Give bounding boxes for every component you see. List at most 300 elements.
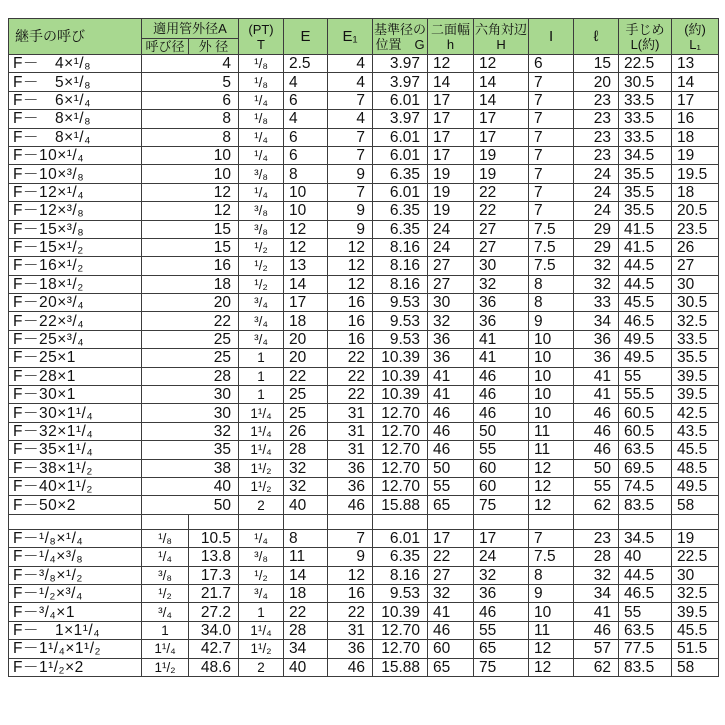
table-row — [9, 584, 719, 602]
cell-fitting-name: F－18×¹/₂ — [9, 275, 142, 293]
table-row — [9, 441, 719, 459]
cell-i: 10 — [529, 330, 574, 348]
cell-l-script: 34 — [574, 312, 619, 330]
cell-pipe-od: 10 — [142, 165, 239, 183]
cell-fitting-name: F－15×³/₈ — [9, 220, 142, 238]
cell-l1: 43.5 — [672, 422, 719, 440]
cell-l1: 23.5 — [672, 220, 719, 238]
cell-e: 17 — [284, 294, 328, 312]
empty-cell — [619, 514, 672, 529]
cell-e1: 31 — [328, 422, 373, 440]
cell-l: 55 — [619, 367, 672, 385]
cell-e: 14 — [284, 566, 328, 584]
cell-fitting-name: F－10×¹/₄ — [9, 146, 142, 164]
cell-fitting-name: F－30×1¹/₄ — [9, 404, 142, 422]
cell-g: 6.35 — [373, 202, 428, 220]
cell-g: 9.53 — [373, 294, 428, 312]
cell-fitting-name: F－³/₈×¹/₂ — [9, 566, 142, 584]
cell-pipe-nominal: 1¹/₂ — [142, 658, 189, 676]
cell-e: 40 — [284, 496, 328, 514]
cell-e1: 4 — [328, 110, 373, 128]
cell-l: 34.5 — [619, 146, 672, 164]
cell-h-big: 30 — [474, 257, 529, 275]
cell-h-small: 24 — [428, 220, 474, 238]
cell-pt: ¹/₂ — [239, 275, 284, 293]
cell-pipe-nominal: ³/₄ — [142, 603, 189, 621]
cell-e1: 12 — [328, 238, 373, 256]
cell-h-big: 46 — [474, 367, 529, 385]
cell-g: 15.88 — [373, 496, 428, 514]
cell-e: 6 — [284, 128, 328, 146]
cell-pt: ¹/₈ — [239, 110, 284, 128]
cell-l1: 17 — [672, 91, 719, 109]
cell-g: 8.16 — [373, 257, 428, 275]
cell-e1: 4 — [328, 73, 373, 91]
cell-l1: 45.5 — [672, 441, 719, 459]
cell-l1: 20.5 — [672, 202, 719, 220]
cell-g: 12.70 — [373, 640, 428, 658]
cell-l-script: 46 — [574, 621, 619, 639]
cell-e: 32 — [284, 459, 328, 477]
cell-fitting-name: F－10×³/₈ — [9, 165, 142, 183]
cell-pipe-od: 6 — [142, 91, 239, 109]
cell-pipe-od: 30 — [142, 404, 239, 422]
header-fitting-name: 継手の呼び — [9, 19, 142, 55]
cell-i: 11 — [529, 621, 574, 639]
cell-h-big: 36 — [474, 312, 529, 330]
cell-e: 32 — [284, 477, 328, 495]
cell-h-big: 46 — [474, 404, 529, 422]
cell-h-small: 60 — [428, 640, 474, 658]
table-row — [9, 422, 719, 440]
cell-h-small: 19 — [428, 165, 474, 183]
cell-l-script: 23 — [574, 110, 619, 128]
cell-e1: 16 — [328, 294, 373, 312]
cell-pt: ³/₄ — [239, 294, 284, 312]
cell-e1: 12 — [328, 566, 373, 584]
cell-e: 18 — [284, 584, 328, 602]
cell-i: 10 — [529, 386, 574, 404]
cell-e1: 9 — [328, 220, 373, 238]
cell-pipe-od: 5 — [142, 73, 239, 91]
cell-i: 7 — [529, 529, 574, 547]
cell-h-small: 65 — [428, 658, 474, 676]
cell-fitting-name: F－ 4×¹/₈ — [9, 55, 142, 73]
cell-pt: ¹/₂ — [239, 238, 284, 256]
cell-l: 49.5 — [619, 349, 672, 367]
cell-pt: ³/₄ — [239, 330, 284, 348]
table-row — [9, 386, 719, 404]
cell-e1: 36 — [328, 477, 373, 495]
cell-i: 12 — [529, 477, 574, 495]
cell-e: 34 — [284, 640, 328, 658]
cell-g: 12.70 — [373, 459, 428, 477]
cell-l1: 42.5 — [672, 404, 719, 422]
cell-fitting-name: F－38×1¹/₂ — [9, 459, 142, 477]
cell-fitting-name: F－22×³/₄ — [9, 312, 142, 330]
cell-l: 22.5 — [619, 55, 672, 73]
cell-g: 6.01 — [373, 128, 428, 146]
cell-h-small: 50 — [428, 459, 474, 477]
cell-g: 12.70 — [373, 621, 428, 639]
cell-l1: 48.5 — [672, 459, 719, 477]
cell-i: 10 — [529, 367, 574, 385]
cell-l: 55 — [619, 603, 672, 621]
cell-l: 60.5 — [619, 404, 672, 422]
cell-fitting-name: F－ 8×¹/₈ — [9, 110, 142, 128]
cell-e: 4 — [284, 110, 328, 128]
cell-fitting-name: F－16×¹/₂ — [9, 257, 142, 275]
cell-pipe-nominal: 1¹/₄ — [142, 640, 189, 658]
cell-l-script: 46 — [574, 441, 619, 459]
cell-pt: 1¹/₂ — [239, 459, 284, 477]
cell-l1: 30.5 — [672, 294, 719, 312]
cell-h-small: 27 — [428, 566, 474, 584]
cell-e1: 16 — [328, 584, 373, 602]
cell-g: 10.39 — [373, 367, 428, 385]
cell-pt: ¹/₂ — [239, 566, 284, 584]
cell-h-big: 17 — [474, 128, 529, 146]
cell-i: 6 — [529, 55, 574, 73]
cell-pipe-od: 28 — [142, 367, 239, 385]
cell-l-script: 36 — [574, 349, 619, 367]
cell-l-script: 29 — [574, 238, 619, 256]
cell-l: 46.5 — [619, 312, 672, 330]
cell-fitting-name: F－ 8×¹/₄ — [9, 128, 142, 146]
table-row — [9, 603, 719, 621]
fitting-dimension-table — [8, 18, 719, 677]
table-row — [9, 367, 719, 385]
cell-h-small: 17 — [428, 91, 474, 109]
cell-e: 8 — [284, 529, 328, 547]
table-row — [9, 55, 719, 73]
table-row — [9, 128, 719, 146]
header-h-small: 二面幅 h — [428, 19, 474, 55]
cell-pt: 1 — [239, 386, 284, 404]
table-body — [9, 55, 719, 677]
cell-fitting-name: F－25×1 — [9, 349, 142, 367]
cell-h-small: 46 — [428, 404, 474, 422]
cell-pipe-od: 30 — [142, 386, 239, 404]
cell-pt: ¹/₄ — [239, 183, 284, 201]
cell-e1: 46 — [328, 496, 373, 514]
cell-pt: 1¹/₄ — [239, 422, 284, 440]
cell-l-script: 46 — [574, 404, 619, 422]
cell-l-script: 41 — [574, 603, 619, 621]
cell-g: 6.01 — [373, 146, 428, 164]
cell-l1: 18 — [672, 128, 719, 146]
table-row — [9, 330, 719, 348]
cell-l: 30.5 — [619, 73, 672, 91]
cell-l-script: 23 — [574, 529, 619, 547]
cell-l: 33.5 — [619, 128, 672, 146]
cell-l: 83.5 — [619, 496, 672, 514]
cell-e: 25 — [284, 386, 328, 404]
cell-fitting-name: F－¹/₂×³/₄ — [9, 584, 142, 602]
cell-i: 7 — [529, 128, 574, 146]
cell-pt: ¹/₂ — [239, 257, 284, 275]
cell-l-script: 20 — [574, 73, 619, 91]
cell-pt: 1¹/₄ — [239, 621, 284, 639]
cell-g: 12.70 — [373, 441, 428, 459]
cell-g: 9.53 — [373, 312, 428, 330]
cell-pipe-outer: 42.7 — [189, 640, 239, 658]
cell-fitting-name: F－1¹/₂×2 — [9, 658, 142, 676]
cell-i: 7 — [529, 183, 574, 201]
cell-e: 12 — [284, 238, 328, 256]
table-row — [9, 238, 719, 256]
cell-e1: 22 — [328, 603, 373, 621]
cell-g: 12.70 — [373, 404, 428, 422]
cell-h-small: 46 — [428, 441, 474, 459]
cell-e: 13 — [284, 257, 328, 275]
cell-pt: ¹/₄ — [239, 529, 284, 547]
cell-i: 7.5 — [529, 220, 574, 238]
cell-l: 45.5 — [619, 294, 672, 312]
cell-l: 33.5 — [619, 91, 672, 109]
header-pipe-nominal: 呼び径 — [142, 39, 189, 55]
cell-l1: 32.5 — [672, 312, 719, 330]
table-row — [9, 294, 719, 312]
cell-h-small: 19 — [428, 183, 474, 201]
cell-i: 7.5 — [529, 548, 574, 566]
cell-pipe-outer: 27.2 — [189, 603, 239, 621]
cell-l1: 13 — [672, 55, 719, 73]
table-row — [9, 257, 719, 275]
cell-h-big: 36 — [474, 294, 529, 312]
table-row — [9, 220, 719, 238]
cell-l: 44.5 — [619, 257, 672, 275]
cell-l: 46.5 — [619, 584, 672, 602]
table-header — [9, 19, 719, 55]
cell-i: 9 — [529, 312, 574, 330]
cell-e: 11 — [284, 548, 328, 566]
cell-h-big: 27 — [474, 238, 529, 256]
cell-i: 9 — [529, 584, 574, 602]
cell-l1: 16 — [672, 110, 719, 128]
cell-pipe-od: 25 — [142, 330, 239, 348]
empty-cell — [189, 514, 239, 529]
cell-l1: 30 — [672, 566, 719, 584]
cell-pipe-od: 20 — [142, 294, 239, 312]
cell-i: 8 — [529, 294, 574, 312]
cell-pt: 1 — [239, 603, 284, 621]
cell-pipe-od: 35 — [142, 441, 239, 459]
cell-i: 10 — [529, 404, 574, 422]
cell-h-big: 19 — [474, 146, 529, 164]
cell-e: 10 — [284, 183, 328, 201]
header-i: I — [529, 19, 574, 55]
cell-l: 60.5 — [619, 422, 672, 440]
cell-e: 12 — [284, 220, 328, 238]
cell-l1: 58 — [672, 496, 719, 514]
cell-i: 7 — [529, 91, 574, 109]
cell-l-script: 29 — [574, 220, 619, 238]
cell-l: 63.5 — [619, 621, 672, 639]
cell-e1: 7 — [328, 128, 373, 146]
cell-l-script: 23 — [574, 91, 619, 109]
cell-h-big: 32 — [474, 275, 529, 293]
cell-fitting-name: F－ 5×¹/₈ — [9, 73, 142, 91]
cell-g: 3.97 — [373, 55, 428, 73]
cell-i: 8 — [529, 275, 574, 293]
cell-pipe-od: 12 — [142, 183, 239, 201]
cell-h-small: 36 — [428, 330, 474, 348]
cell-g: 3.97 — [373, 73, 428, 91]
cell-e: 4 — [284, 73, 328, 91]
cell-g: 12.70 — [373, 477, 428, 495]
empty-cell — [474, 514, 529, 529]
cell-l1: 45.5 — [672, 621, 719, 639]
cell-i: 12 — [529, 459, 574, 477]
cell-i: 7.5 — [529, 238, 574, 256]
table-row — [9, 165, 719, 183]
cell-h-small: 24 — [428, 238, 474, 256]
empty-cell — [574, 514, 619, 529]
cell-l1: 18 — [672, 183, 719, 201]
cell-h-small: 12 — [428, 55, 474, 73]
cell-h-big: 65 — [474, 640, 529, 658]
cell-l-script: 41 — [574, 386, 619, 404]
cell-i: 12 — [529, 640, 574, 658]
cell-e1: 7 — [328, 91, 373, 109]
cell-pipe-outer: 48.6 — [189, 658, 239, 676]
cell-l-script: 24 — [574, 202, 619, 220]
table-row — [9, 110, 719, 128]
cell-l1: 39.5 — [672, 386, 719, 404]
cell-l-script: 50 — [574, 459, 619, 477]
cell-e: 14 — [284, 275, 328, 293]
cell-e1: 31 — [328, 441, 373, 459]
cell-fitting-name: F－32×1¹/₄ — [9, 422, 142, 440]
cell-l: 83.5 — [619, 658, 672, 676]
cell-pipe-od: 15 — [142, 220, 239, 238]
cell-fitting-name: F－30×1 — [9, 386, 142, 404]
cell-l-script: 36 — [574, 330, 619, 348]
cell-g: 6.35 — [373, 165, 428, 183]
table-row — [9, 275, 719, 293]
cell-l1: 19 — [672, 146, 719, 164]
cell-e1: 9 — [328, 548, 373, 566]
cell-g: 15.88 — [373, 658, 428, 676]
cell-l1: 39.5 — [672, 603, 719, 621]
cell-h-big: 22 — [474, 183, 529, 201]
cell-g: 8.16 — [373, 275, 428, 293]
cell-pipe-outer: 17.3 — [189, 566, 239, 584]
cell-h-small: 17 — [428, 529, 474, 547]
empty-cell — [142, 514, 189, 529]
cell-h-small: 27 — [428, 275, 474, 293]
cell-h-big: 50 — [474, 422, 529, 440]
empty-cell — [284, 514, 328, 529]
cell-e: 10 — [284, 202, 328, 220]
cell-l-script: 41 — [574, 367, 619, 385]
cell-l: 69.5 — [619, 459, 672, 477]
cell-l-script: 55 — [574, 477, 619, 495]
cell-l: 40 — [619, 548, 672, 566]
cell-pt: ¹/₄ — [239, 146, 284, 164]
cell-pipe-outer: 10.5 — [189, 529, 239, 547]
table-row — [9, 477, 719, 495]
cell-h-small: 41 — [428, 386, 474, 404]
cell-e: 28 — [284, 441, 328, 459]
cell-e1: 7 — [328, 146, 373, 164]
cell-l: 49.5 — [619, 330, 672, 348]
cell-e: 6 — [284, 91, 328, 109]
cell-pt: ³/₈ — [239, 202, 284, 220]
cell-l: 35.5 — [619, 202, 672, 220]
cell-l-script: 23 — [574, 146, 619, 164]
cell-h-small: 41 — [428, 367, 474, 385]
cell-pipe-od: 8 — [142, 128, 239, 146]
cell-h-small: 32 — [428, 584, 474, 602]
cell-g: 6.01 — [373, 529, 428, 547]
cell-g: 9.53 — [373, 330, 428, 348]
section-gap-row — [9, 514, 719, 529]
cell-fitting-name: F－12×¹/₄ — [9, 183, 142, 201]
cell-h-big: 12 — [474, 55, 529, 73]
cell-fitting-name: F－40×1¹/₂ — [9, 477, 142, 495]
cell-e1: 36 — [328, 459, 373, 477]
cell-l-script: 62 — [574, 658, 619, 676]
cell-g: 3.97 — [373, 110, 428, 128]
cell-h-big: 24 — [474, 548, 529, 566]
cell-l-script: 15 — [574, 55, 619, 73]
header-pipe-od: 適用管外径A — [142, 19, 239, 39]
cell-h-small: 17 — [428, 146, 474, 164]
cell-pt: ³/₄ — [239, 584, 284, 602]
cell-e1: 7 — [328, 183, 373, 201]
cell-e1: 12 — [328, 275, 373, 293]
table-row — [9, 183, 719, 201]
cell-l-script: 32 — [574, 257, 619, 275]
cell-fitting-name: F－¹/₄×³/₈ — [9, 548, 142, 566]
cell-e1: 46 — [328, 658, 373, 676]
cell-l1: 49.5 — [672, 477, 719, 495]
cell-h-small: 41 — [428, 603, 474, 621]
cell-h-small: 30 — [428, 294, 474, 312]
cell-i: 7 — [529, 73, 574, 91]
cell-e: 20 — [284, 349, 328, 367]
table-row — [9, 640, 719, 658]
cell-pipe-od: 4 — [142, 55, 239, 73]
table-row — [9, 349, 719, 367]
cell-i: 7.5 — [529, 257, 574, 275]
cell-h-small: 46 — [428, 422, 474, 440]
cell-e: 8 — [284, 165, 328, 183]
cell-e1: 16 — [328, 330, 373, 348]
cell-pt: ¹/₄ — [239, 91, 284, 109]
cell-h-small: 19 — [428, 202, 474, 220]
cell-pt: 1 — [239, 367, 284, 385]
cell-l-script: 32 — [574, 566, 619, 584]
cell-h-big: 55 — [474, 621, 529, 639]
cell-pipe-outer: 34.0 — [189, 621, 239, 639]
cell-fitting-name: F－12×³/₈ — [9, 202, 142, 220]
cell-l1: 58 — [672, 658, 719, 676]
header-pt: (PT) T — [239, 19, 284, 55]
cell-fitting-name: F－25×³/₄ — [9, 330, 142, 348]
cell-pipe-od: 32 — [142, 422, 239, 440]
cell-pt: ³/₈ — [239, 548, 284, 566]
cell-e: 22 — [284, 603, 328, 621]
table-row — [9, 548, 719, 566]
cell-pipe-od: 15 — [142, 238, 239, 256]
cell-l: 63.5 — [619, 441, 672, 459]
cell-e: 6 — [284, 146, 328, 164]
cell-e1: 31 — [328, 621, 373, 639]
cell-h-big: 46 — [474, 386, 529, 404]
